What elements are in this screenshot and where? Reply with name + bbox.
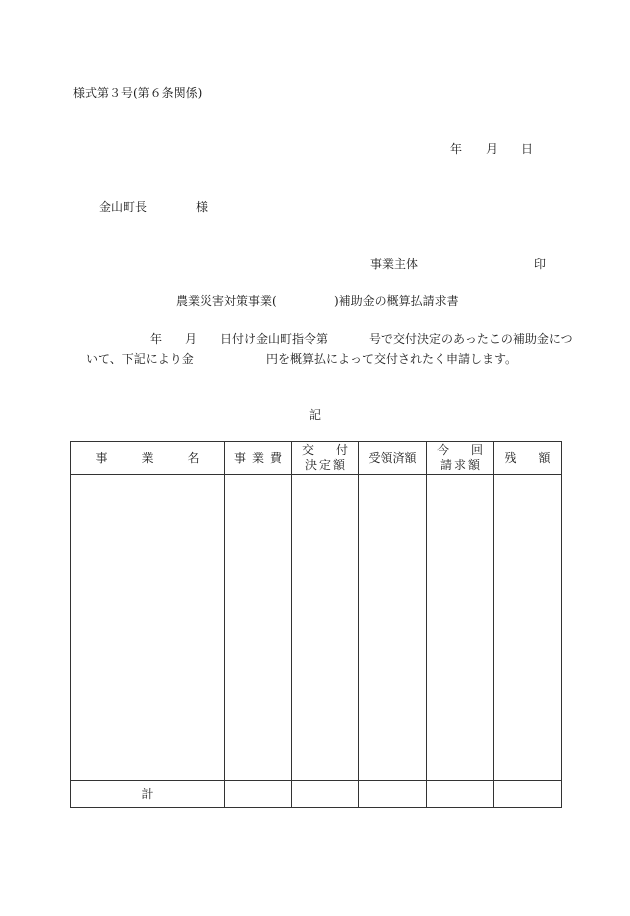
header-project-cost-c1: 事 — [233, 450, 246, 465]
header-project-name-c1: 事 — [95, 450, 108, 465]
header-request-amount — [427, 442, 494, 475]
body-line2-part1: いて、下記により金 — [86, 352, 194, 366]
applicant-label: 事業主体 — [370, 257, 419, 271]
body-line1-part2: 号で交付決定のあったこの補助金につ — [369, 332, 573, 346]
header-project-name-c3: 名 — [187, 450, 200, 465]
total-project-cost — [225, 781, 292, 808]
body-line2-part2: 円を概算払によって交付されたく申請します。 — [266, 352, 518, 366]
seal-mark: 印 — [534, 257, 547, 271]
cell-balance — [494, 475, 562, 781]
addressee-name: 金山町長 — [99, 200, 148, 214]
cell-received-amount — [359, 475, 427, 781]
form-number: 様式第３号(第６条関係) — [73, 86, 203, 100]
total-balance — [494, 781, 562, 808]
header-decision-line1 — [292, 443, 358, 458]
date-day: 日 — [521, 142, 534, 156]
header-request-l2-c1: 請 — [439, 458, 452, 472]
header-decision-amount — [292, 442, 359, 475]
header-project-cost-c3: 費 — [270, 450, 283, 465]
header-project-cost-c2: 業 — [251, 450, 264, 465]
table-header-row — [71, 442, 562, 475]
header-balance-c2: 額 — [538, 450, 551, 465]
table-row — [71, 475, 562, 781]
cell-project-name — [71, 475, 225, 781]
cell-decision-amount — [292, 475, 359, 781]
header-received-amount: 受領済額 — [359, 442, 427, 475]
header-request-l1-c2: 回 — [471, 443, 484, 457]
header-project-name — [71, 442, 225, 475]
header-request-l1-c1: 今 — [436, 443, 449, 457]
body-year: 年 — [150, 332, 163, 346]
header-request-l2-c3: 額 — [468, 458, 481, 472]
header-request-l2-c2: 求 — [453, 458, 466, 472]
header-decision-l2-c1: 決 — [304, 458, 317, 472]
date-month: 月 — [486, 142, 499, 156]
header-decision-l1-c1: 交 — [301, 443, 314, 457]
total-label: 計 — [71, 781, 225, 808]
cell-request-amount — [427, 475, 494, 781]
total-received-amount — [359, 781, 427, 808]
total-request-amount — [427, 781, 494, 808]
document-title-suffix: )補助金の概算払請求書 — [334, 294, 459, 308]
header-request-line1 — [427, 443, 493, 458]
header-project-cost — [225, 442, 292, 475]
header-balance — [494, 442, 562, 475]
request-table — [70, 441, 562, 808]
total-decision-amount — [292, 781, 359, 808]
header-project-name-c2: 業 — [141, 450, 154, 465]
document-title-prefix: 農業災害対策事業( — [176, 294, 277, 308]
header-decision-l2-c2: 定 — [318, 458, 331, 472]
header-decision-line2 — [292, 458, 358, 473]
header-request-line2 — [427, 458, 493, 473]
table-total-row — [71, 781, 562, 808]
body-line1-part1: 日付け金山町指令第 — [220, 332, 329, 346]
header-decision-l2-c3: 額 — [333, 458, 346, 472]
header-balance-c1: 残 — [504, 450, 517, 465]
addressee-honorific: 様 — [196, 200, 209, 214]
header-decision-l1-c2: 付 — [336, 443, 349, 457]
body-month: 月 — [185, 332, 198, 346]
date-year: 年 — [450, 142, 463, 156]
cell-project-cost — [225, 475, 292, 781]
record-mark: 記 — [309, 408, 322, 422]
